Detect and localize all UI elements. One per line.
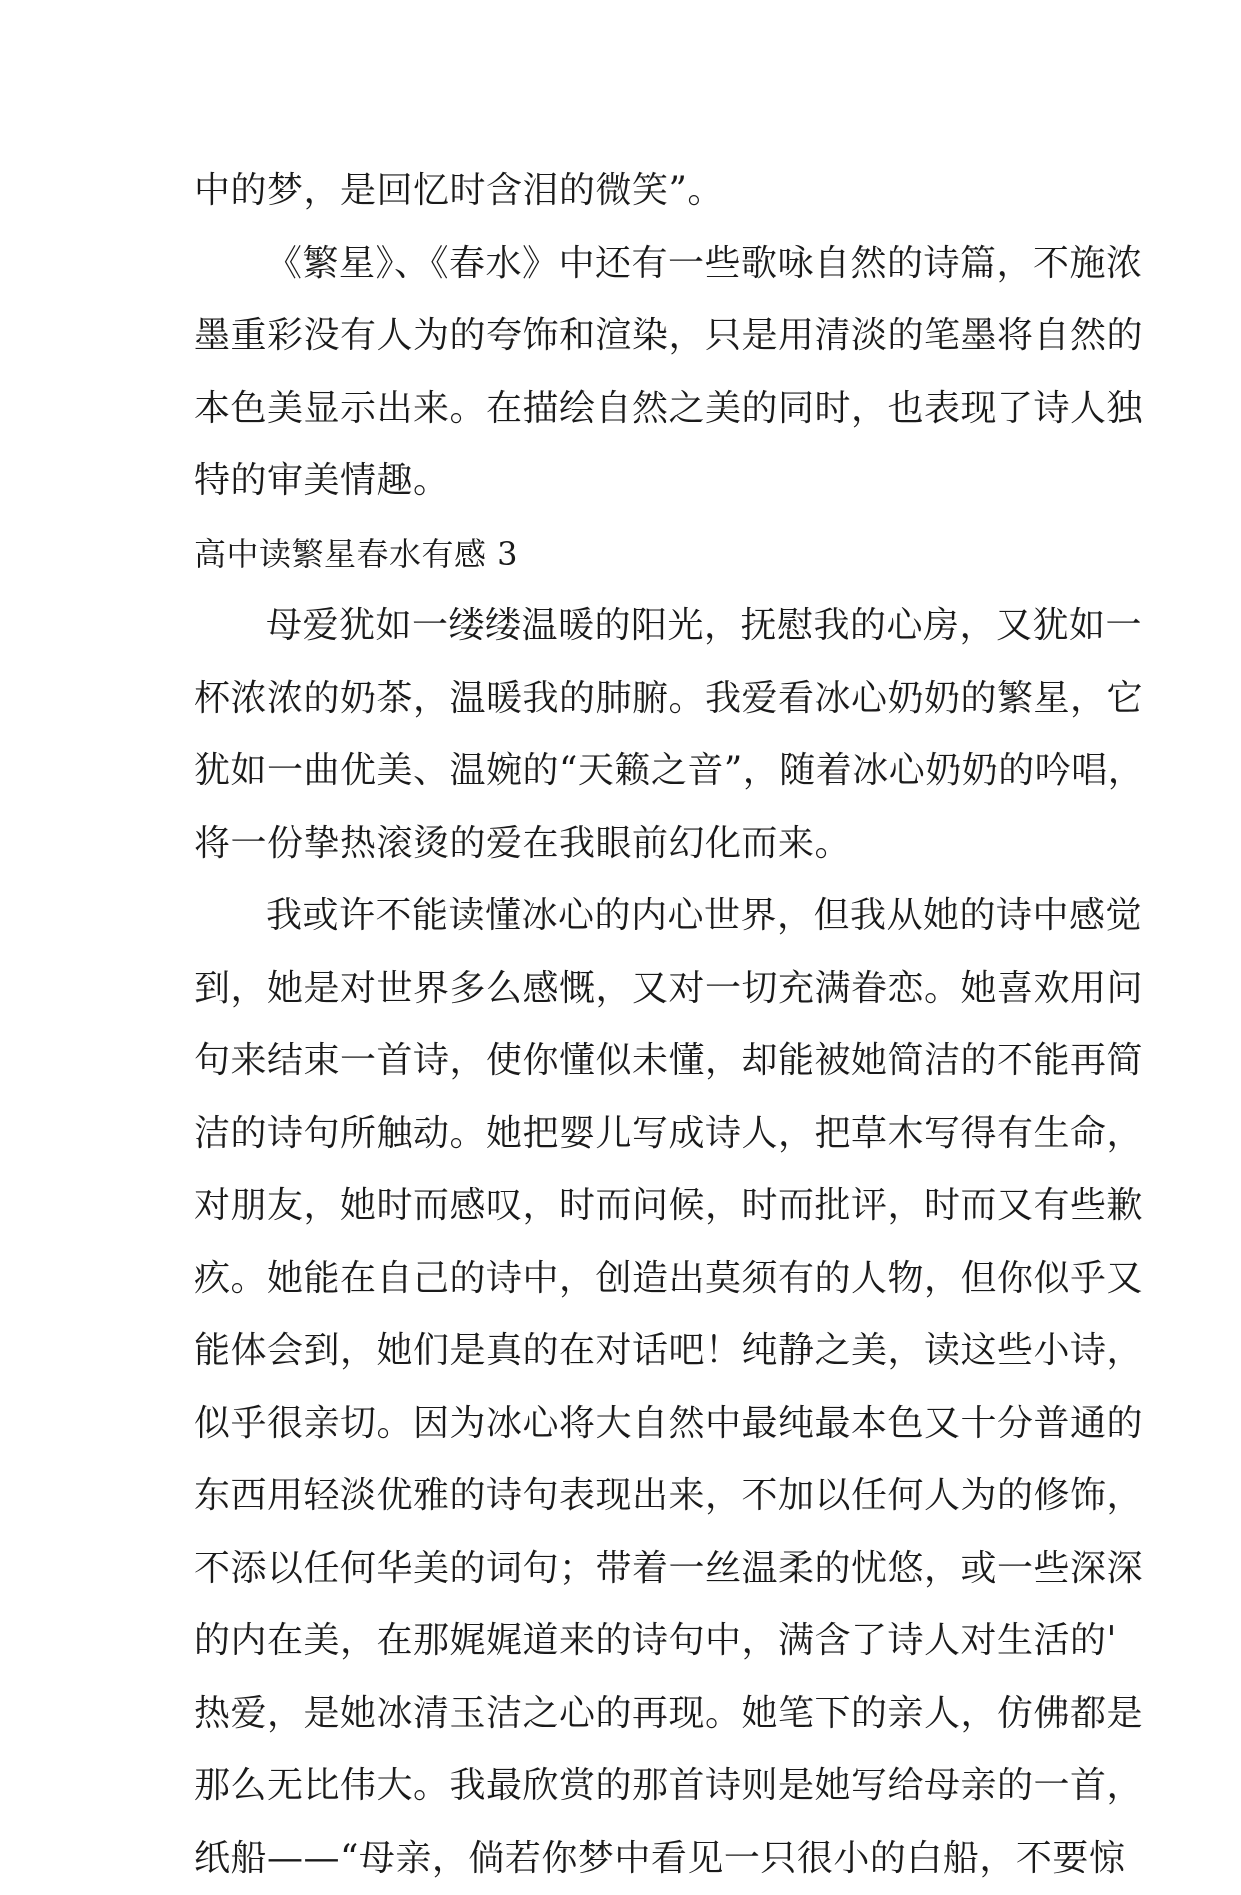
text-line: 似乎很亲切。因为冰心将大自然中最纯最本色又十分普通的 (194, 1388, 1074, 1461)
text-line: 杯浓浓的奶茶，温暖我的肺腑。我爱看冰心奶奶的繁星，它 (194, 663, 1074, 736)
text-line: 特的审美情趣。 (194, 445, 1074, 518)
text-line: 东西用轻淡优雅的诗句表现出来，不加以任何人为的修饰， (194, 1460, 1074, 1533)
text-line: 中的梦，是回忆时含泪的微笑”。 (194, 155, 1074, 228)
paragraph-start-line: 母爱犹如一缕缕温暖的阳光，抚慰我的心房，又犹如一 (194, 590, 1074, 663)
paragraph-start-line: 我或许不能读懂冰心的内心世界，但我从她的诗中感觉 (194, 880, 1074, 953)
text-line: 将一份挚热滚烫的爱在我眼前幻化而来。 (194, 808, 1074, 881)
text-line: 纸船——“母亲，倘若你梦中看见一只很小的白船，不要惊 (194, 1823, 1074, 1895)
paragraph-start-line: 《繁星》、《春水》中还有一些歌咏自然的诗篇，不施浓 (194, 228, 1074, 301)
text-line: 到，她是对世界多么感慨，又对一切充满眷恋。她喜欢用问 (194, 953, 1074, 1026)
section-heading: 高中读繁星春水有感 3 (194, 518, 1074, 591)
text-line: 句来结束一首诗，使你懂似未懂，却能被她简洁的不能再简 (194, 1025, 1074, 1098)
text-line: 墨重彩没有人为的夸饰和渲染，只是用清淡的笔墨将自然的 (194, 300, 1074, 373)
text-line: 洁的诗句所触动。她把婴儿写成诗人，把草木写得有生命， (194, 1098, 1074, 1171)
text-line: 的内在美，在那娓娓道来的诗句中，满含了诗人对生活的' (194, 1605, 1074, 1678)
text-line: 热爱，是她冰清玉洁之心的再现。她笔下的亲人，仿佛都是 (194, 1678, 1074, 1751)
text-line: 犹如一曲优美、温婉的“天籁之音”，随着冰心奶奶的吟唱， (194, 735, 1074, 808)
text-line: 对朋友，她时而感叹，时而问候，时而批评，时而又有些歉 (194, 1170, 1074, 1243)
document-page (194, 155, 1074, 1895)
text-line: 能体会到，她们是真的在对话吧！纯静之美，读这些小诗， (194, 1315, 1074, 1388)
text-line: 本色美显示出来。在描绘自然之美的同时，也表现了诗人独 (194, 373, 1074, 446)
text-line: 那么无比伟大。我最欣赏的那首诗则是她写给母亲的一首， (194, 1750, 1074, 1823)
text-line: 疚。她能在自己的诗中，创造出莫须有的人物，但你似乎又 (194, 1243, 1074, 1316)
text-line: 不添以任何华美的词句；带着一丝温柔的忧悠，或一些深深 (194, 1533, 1074, 1606)
